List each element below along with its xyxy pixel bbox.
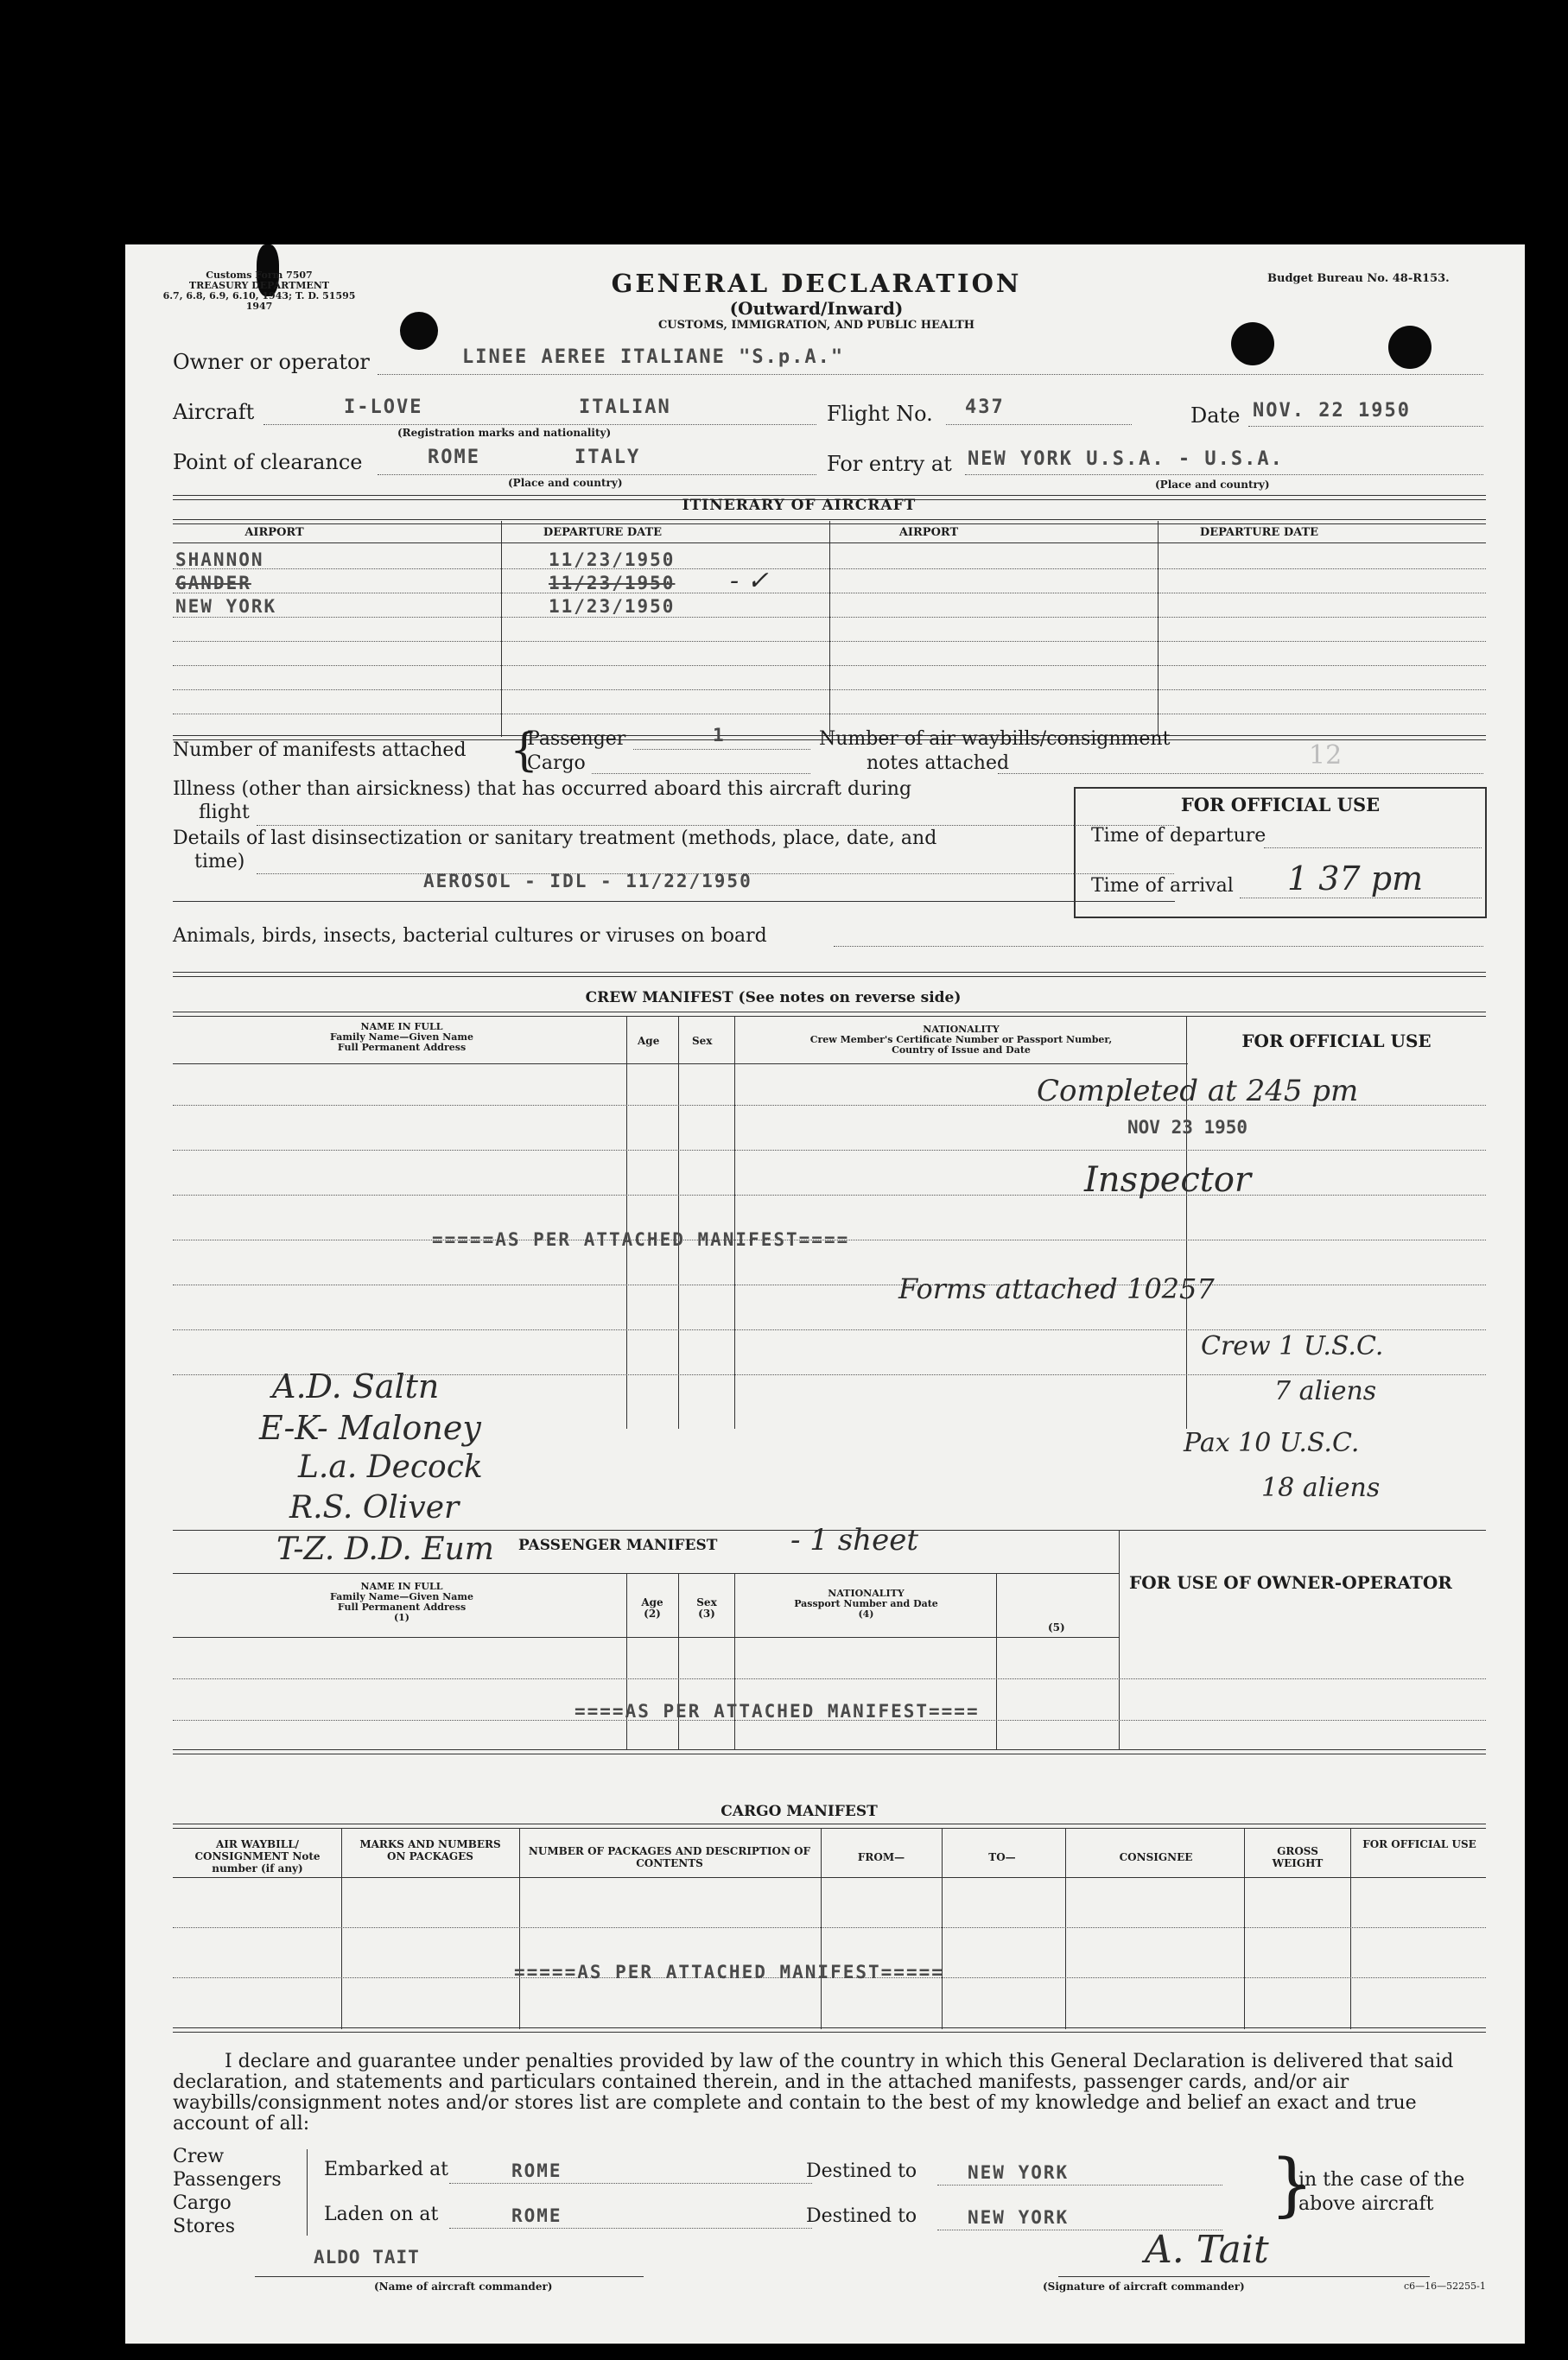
crew-initials: R.S. Oliver bbox=[289, 1490, 460, 1526]
crew-col-official: FOR OFFICIAL USE bbox=[1241, 1031, 1432, 1051]
itinerary-airport: GANDER bbox=[175, 573, 251, 593]
itinerary-date: 11/23/1950 bbox=[549, 573, 676, 593]
waybills-label: Number of air waybills/consignment bbox=[819, 728, 1171, 750]
cargo-col-from: FROM— bbox=[857, 1851, 905, 1863]
official-note-crew-usc: Crew 1 U.S.C. bbox=[1201, 1331, 1384, 1361]
commander-signature: A. Tait bbox=[1145, 2228, 1269, 2272]
entry-label: For entry at bbox=[827, 452, 952, 476]
form-title: GENERAL DECLARATION bbox=[611, 269, 1022, 298]
crew-col-age: Age bbox=[638, 1035, 660, 1047]
laden-value: ROME bbox=[511, 2205, 562, 2226]
closing-brace: } bbox=[1270, 2144, 1314, 2224]
official-note-pax-aliens: 18 aliens bbox=[1261, 1473, 1381, 1503]
official-note-forms: Forms attached 10257 bbox=[898, 1272, 1215, 1305]
destined-label: Destined to bbox=[806, 2160, 917, 2182]
manifests-label: Number of manifests attached bbox=[173, 739, 467, 761]
check-mark: - ✓ bbox=[730, 566, 769, 596]
arrival-time-value: 1 37 pm bbox=[1287, 860, 1424, 898]
crew-initials: E-K- Maloney bbox=[259, 1409, 481, 1447]
commander-name-caption: (Name of aircraft commander) bbox=[374, 2281, 553, 2293]
category-passengers: Passengers bbox=[173, 2169, 282, 2191]
owner-operator-use: FOR USE OF OWNER-OPERATOR bbox=[1129, 1572, 1452, 1593]
disinsect-label: Details of last disinsectization or sanitary treatment (methods, place, date, and bbox=[173, 828, 937, 849]
category-crew: Crew bbox=[173, 2146, 225, 2167]
budget-number: Budget Bureau No. 48-R153. bbox=[1267, 272, 1450, 285]
clearance-city: ROME bbox=[428, 447, 480, 468]
aircraft-label: Aircraft bbox=[173, 400, 255, 424]
passenger-col-nationality: NATIONALITY Passport Number and Date (4) bbox=[794, 1588, 938, 1620]
cargo-col-official: FOR OFFICIAL USE bbox=[1362, 1838, 1476, 1850]
cargo-col-weight: GROSS WEIGHT bbox=[1272, 1845, 1324, 1869]
cargo-manifest-title: CARGO MANIFEST bbox=[721, 1803, 878, 1820]
punch-hole bbox=[1388, 326, 1432, 369]
aircraft-registration: I-LOVE bbox=[344, 397, 423, 418]
passenger-col-5: (5) bbox=[1048, 1621, 1065, 1634]
crew-col-sex: Sex bbox=[692, 1035, 713, 1047]
flight-label: Flight No. bbox=[827, 402, 933, 426]
official-note-completed: Completed at 245 pm bbox=[1037, 1074, 1359, 1108]
crew-initials: L.a. Decock bbox=[298, 1450, 483, 1485]
itinerary-col-airport: AIRPORT bbox=[898, 526, 959, 539]
passenger-sheet-note: - 1 sheet bbox=[790, 1523, 918, 1557]
itinerary-airport: NEW YORK bbox=[175, 596, 277, 617]
official-note-inspector: Inspector bbox=[1084, 1160, 1252, 1200]
itinerary-title: ITINERARY OF AIRCRAFT bbox=[682, 497, 917, 514]
crew-attached-manifest: =====AS PER ATTACHED MANIFEST==== bbox=[432, 1229, 850, 1250]
illness-label-2: flight bbox=[199, 802, 250, 823]
clearance-country: ITALY bbox=[575, 447, 641, 468]
passenger-manifest-title: PASSENGER MANIFEST bbox=[518, 1537, 718, 1554]
form-number: Customs Form 7507 bbox=[206, 270, 313, 281]
aircraft-nationality: ITALIAN bbox=[579, 397, 671, 418]
cargo-col-waybill: AIR WAYBILL/ CONSIGNMENT Note number (if any) bbox=[194, 1838, 321, 1875]
date-label: Date bbox=[1190, 403, 1241, 428]
general-declaration-form bbox=[125, 244, 1525, 2344]
articles-line: 6.7, 6.8, 6.9, 6.10, 1943; T. D. 51595 bbox=[162, 290, 356, 301]
punch-hole bbox=[400, 312, 438, 350]
destined-value: NEW YORK bbox=[968, 2207, 1070, 2228]
owner-value: LINEE AEREE ITALIANE "S.p.A." bbox=[462, 346, 845, 368]
form-subtitle: (Outward/Inward) bbox=[729, 298, 904, 319]
itinerary-airport: SHANNON bbox=[175, 549, 264, 570]
passenger-col-sex: Sex (3) bbox=[696, 1596, 717, 1620]
destined-value: NEW YORK bbox=[968, 2162, 1070, 2183]
official-note-stamp: NOV 23 1950 bbox=[1127, 1117, 1248, 1138]
itinerary-col-departure: DEPARTURE DATE bbox=[1199, 526, 1319, 539]
official-use-title: FOR OFFICIAL USE bbox=[1180, 794, 1381, 815]
itinerary-col-airport: AIRPORT bbox=[244, 526, 304, 539]
departure-time-label: Time of departure bbox=[1091, 825, 1266, 847]
place-caption: (Place and country) bbox=[508, 477, 623, 489]
itinerary-date: 11/23/1950 bbox=[549, 596, 676, 617]
registration-caption: (Registration marks and nationality) bbox=[397, 427, 612, 439]
clearance-label: Point of clearance bbox=[173, 450, 363, 474]
cargo-col-to: TO— bbox=[988, 1851, 1016, 1863]
date-value: NOV. 22 1950 bbox=[1253, 400, 1411, 422]
articles-line: 1947 bbox=[245, 301, 273, 312]
passenger-manifest-count: 1 bbox=[713, 725, 726, 745]
crew-col-name: NAME IN FULL Family Name—Given Name Full Permanent Address bbox=[330, 1021, 473, 1053]
laden-label: Laden on at bbox=[324, 2204, 439, 2225]
crew-initials: A.D. Saltn bbox=[272, 1367, 440, 1405]
print-code: c6—16—52255-1 bbox=[1404, 2281, 1486, 2292]
arrival-time-label: Time of arrival bbox=[1091, 875, 1234, 897]
waybills-count: 12 bbox=[1309, 740, 1343, 771]
department: TREASURY DEPARTMENT bbox=[188, 280, 330, 291]
category-cargo: Cargo bbox=[173, 2192, 232, 2214]
brace: { bbox=[510, 725, 539, 777]
signature-caption: (Signature of aircraft commander) bbox=[1043, 2281, 1245, 2293]
passenger-col-name: NAME IN FULL Family Name—Given Name Full Permanent Address (1) bbox=[330, 1581, 473, 1623]
declaration-text: I declare and guarantee under penalties provided by law of the country in which this General Declaration is delivered that said declaration, and statements and particulars contained therein, and in the attached manifests, passenger cards, and/or air waybills/consignment notes and/or stores list are complete and contain to the best of my knowledge and belief an exact and true account of all: bbox=[173, 2051, 1454, 2135]
entry-value: NEW YORK U.S.A. - U.S.A. bbox=[968, 448, 1284, 470]
commander-name: ALDO TAIT bbox=[314, 2247, 420, 2268]
cargo-attached-manifest: =====AS PER ATTACHED MANIFEST===== bbox=[514, 1962, 944, 1983]
itinerary-date: 11/23/1950 bbox=[549, 549, 676, 570]
illness-label: Illness (other than airsickness) that has occurred aboard this aircraft during bbox=[173, 778, 912, 800]
destined-label: Destined to bbox=[806, 2205, 917, 2227]
case-text: in the case of the bbox=[1298, 2169, 1465, 2191]
category-stores: Stores bbox=[173, 2216, 235, 2237]
crew-col-nationality: NATIONALITY Crew Member's Certificate Number or Passport Number, Country of Issue and Date bbox=[809, 1024, 1113, 1056]
disinsect-label-2: time) bbox=[194, 851, 245, 872]
animals-label: Animals, birds, insects, bacterial cultures or viruses on board bbox=[173, 925, 767, 947]
passenger-col-age: Age (2) bbox=[641, 1596, 663, 1620]
official-note-crew-aliens: 7 aliens bbox=[1274, 1376, 1377, 1406]
embarked-label: Embarked at bbox=[324, 2159, 449, 2180]
punch-hole bbox=[1231, 322, 1274, 365]
passenger-manifest-label: Passenger bbox=[527, 728, 626, 750]
cargo-col-marks: MARKS AND NUMBERS ON PACKAGES bbox=[359, 1838, 501, 1862]
owner-label: Owner or operator bbox=[173, 350, 370, 374]
crew-initials: T-Z. D.D. Eum bbox=[276, 1532, 494, 1567]
official-note-pax-usc: Pax 10 U.S.C. bbox=[1184, 1428, 1360, 1458]
itinerary-col-departure: DEPARTURE DATE bbox=[543, 526, 663, 539]
agencies: CUSTOMS, IMMIGRATION, AND PUBLIC HEALTH bbox=[657, 319, 975, 332]
crew-manifest-title: CREW MANIFEST (See notes on reverse side) bbox=[585, 989, 962, 1006]
cargo-manifest-label: Cargo bbox=[527, 752, 586, 774]
cargo-col-packages: NUMBER OF PACKAGES AND DESCRIPTION OF CONTENTS bbox=[528, 1845, 811, 1869]
disinsect-value: AEROSOL - IDL - 11/22/1950 bbox=[423, 871, 752, 891]
cargo-col-consignee: CONSIGNEE bbox=[1119, 1851, 1193, 1863]
embarked-value: ROME bbox=[511, 2160, 562, 2181]
entry-caption: (Place and country) bbox=[1155, 479, 1270, 491]
waybills-label-2: notes attached bbox=[867, 752, 1010, 774]
case-text-2: above aircraft bbox=[1298, 2193, 1434, 2215]
flight-number: 437 bbox=[965, 397, 1005, 418]
passenger-attached-manifest: ====AS PER ATTACHED MANIFEST==== bbox=[575, 1701, 980, 1722]
